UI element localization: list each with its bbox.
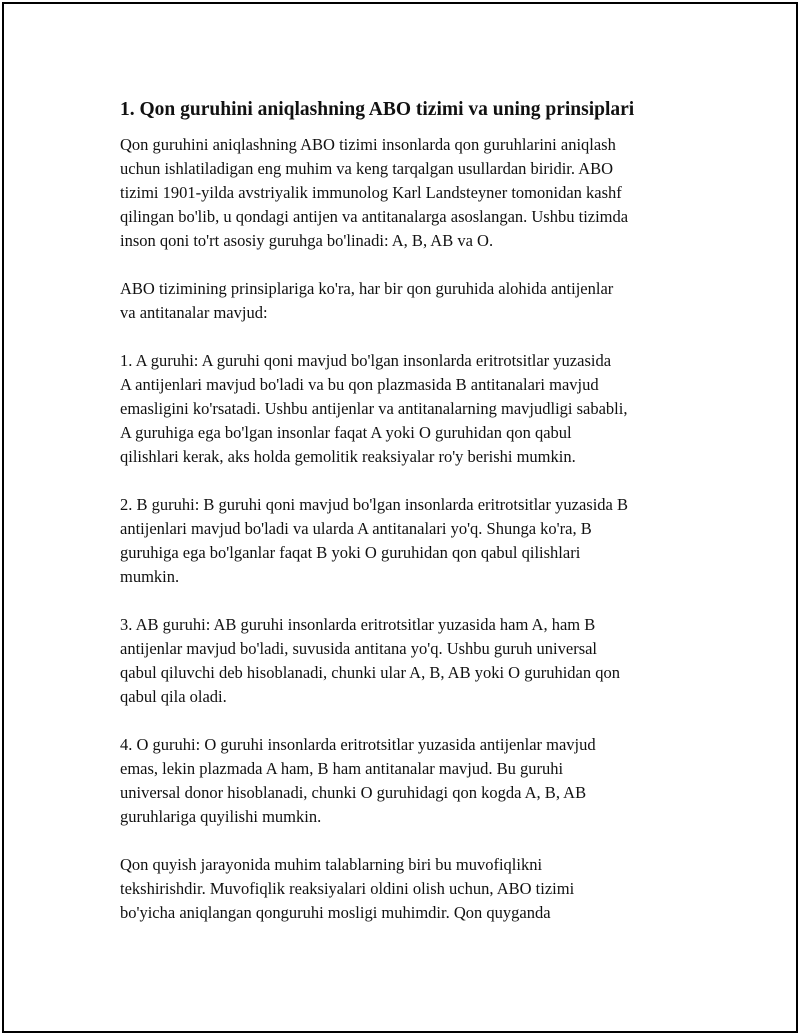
group-ab-paragraph: 3. AB guruhi: AB guruhi insonlarda eritrotsitlar yuzasida ham A, ham B antijenlar mavjud bo'ladi, suvusida antitana yo'q. Ushbu guruh universal qabul qiluvchi deb hisoblanadi, chunki ular A, B, AB yoki O guruhidan qon qabul qila oladi. xyxy=(120,615,620,706)
intro-paragraph: Qon guruhini aniqlashning ABO tizimi insonlarda qon guruhlarini aniqlash uchun ishlatiladigan eng muhim va keng tarqalgan usullardan biridir. ABO tizimi 1901-yilda avstriyalik immunolog Karl Landsteyner tomonidan kashf qilingan bo'lib, u qondagi antijen va antitanalarga asoslangan. Ushbu tizimda inson qoni to'rt asosiy guruhga bo'linadi: A, B, AB va O. xyxy=(120,135,629,250)
principles-paragraph: ABO tizimining prinsiplariga ko'ra, har bir qon guruhida alohida antijenlar va antitanalar mavjud: xyxy=(120,279,614,322)
group-a-paragraph: 1. A guruhi: A guruhi qoni mavjud bo'lgan insonlarda eritrotsitlar yuzasida A antijenlari mavjud bo'ladi va bu qon plazmasida B antitanalari mavjud emasligini ko'rsatadi. Ushbu antijenlar va antitanalarning mavjudligi sababli, A guruhiga ega bo'lgan insonlar faqat A yoki O guruhidan qon qabul qilishlari kerak, aks holda gemolitik reaksiyalar ro'y berishi mumkin. xyxy=(120,351,628,466)
document-page xyxy=(2,2,798,1033)
group-o-paragraph: 4. O guruhi: O guruhi insonlarda eritrotsitlar yuzasida antijenlar mavjud emas, lekin plazmada A ham, B ham antitanalar mavjud. Bu guruhi universal donor hisoblanadi, chunki O guruhidagi qon kogda A, B, AB guruhlariga quyilishi mumkin. xyxy=(120,735,596,826)
section-title: 1. Qon guruhini aniqlashning ABO tizimi va uning prinsiplari xyxy=(120,99,635,120)
document-body xyxy=(120,96,700,949)
group-b-paragraph: 2. B guruhi: B guruhi qoni mavjud bo'lgan insonlarda eritrotsitlar yuzasida B antijenlari mavjud bo'ladi va ularda A antitanalari yo'q. Shunga ko'ra, B guruhiga ega bo'lganlar faqat B yoki O guruhidan qon qabul qilishlari mumkin. xyxy=(120,495,628,586)
transfusion-paragraph: Qon quyish jarayonida muhim talablarning biri bu muvofiqlikni tekshirishdir. Muvofiqlik reaksiyalari oldini olish uchun, ABO tizimi bo'yicha aniqlangan qonguruhi mosligi muhimdir. Qon quyganda xyxy=(120,855,575,922)
